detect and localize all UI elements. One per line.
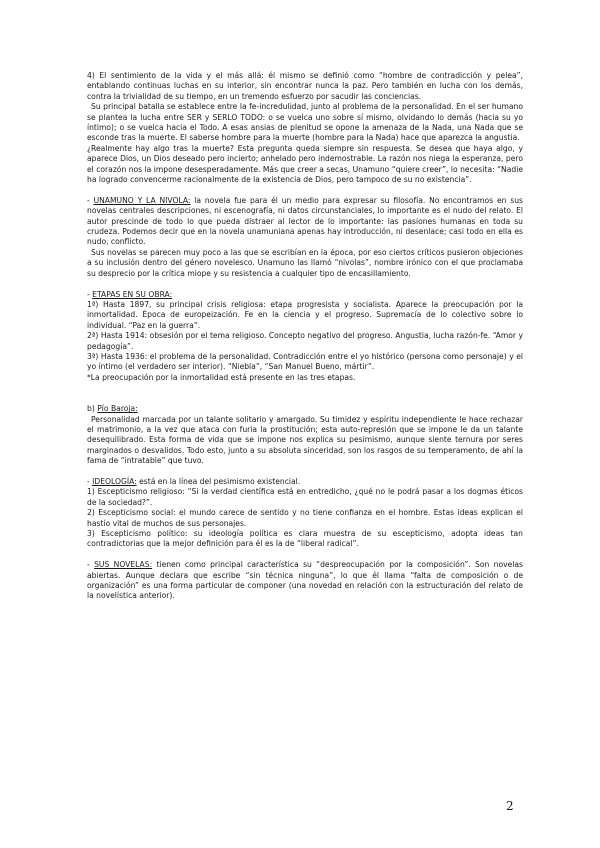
section-nivola [87,196,523,248]
section-ideologia [87,477,523,487]
section-baroja [87,404,523,414]
list-item-escepticismo-politico: 3) Escepticismo político: su ideología política es clara muestra de su escepticismo, adopta ideas tan contradictorias que la mejor definición para él es la de “liberal radical”. [87,529,523,549]
section-heading-novelas: SUS NOVELAS: [94,560,153,570]
section-prefix: - [87,560,95,570]
paragraph-novelas: tienen como principal característica su “despreocupación por la composición”. Son novelas abiertas. Aunque declara que escribe “sin técnica ninguna”, lo que él llama “falta de composición o de organización” es una forma particular de componer (una novedad en relación con la estructuración del relato de la novelística anterior). [87,560,524,601]
note-inmortalidad: *La preocupación por la inmortalidad está presente en las tres etapas. [87,372,356,382]
section-heading-ideologia: IDEOLOGÍA: [92,476,137,486]
section-novelas [87,560,523,602]
list-item-etapa-1: 1ª) Hasta 1897, su principal crisis religiosa: etapa progresista y socialista. Aparece la preocupación por la inmortalidad. Época de europeización. Fe en la ciencia y el progreso. Supremacía de lo colectivo sobre lo individual. “Paz en la guerra”. [87,299,523,330]
page-content [87,71,523,602]
section-etapas [87,290,523,300]
paragraph-nivola-intro: la novela fue para él un medio para expresar su filosofía. No encontramos en sus novelas centrales descripciones, ni escenografía, ni datos circunstanciales, lo importante es el nudo del relato. El autor prescinde de todo lo que pueda distraer al lector de lo importante: las pasiones humanas en toda su crudeza. Podemos decir que en la novela unamuniana apenas hay introducción, ni desenlace; casi todo en ella es nudo, conflicto. [87,195,523,247]
section-prefix: - [87,289,93,299]
paragraph-batalla-fe: Su principal batalla se establece entre la fe-incredulidad, junto al problema de la personalidad. En el ser humano se plantea la lucha entre SER y SERLO TODO: o se vuelca uno sobre sí mismo, olvidando lo demás (hacia su yo íntimo); o se vuelca hacia el Todo. A esas ansias de plenitud se opone la amenaza de la Nada, una Nada que se esconde tras la muerte. El saberse hombre para la muerte (hombre para la Nada) hace que aparezca la angustia. [87,102,523,143]
paragraph-tras-la-muerte: ¿Realmente hay algo tras la muerte? Esta pregunta queda siempre sin respuesta. Se desea que haya algo, y aparece Dios, un Dios deseado pero incierto; anhelado pero indemostrable. La razón nos niega la esperanza, pero el corazón nos la impone desesperadamente. Más que creer a secas, Unamuno “quiere creer”, lo necesita: “Nadie ha logrado convencerme racionalmente de la existencia de Dios, pero tampoco de su no existencia”. [87,143,523,185]
section-heading-nivola: UNAMUNO Y LA NIVOLA: [93,195,191,205]
section-prefix: - [87,476,93,486]
list-item-escepticismo-religioso: 1) Escepticismo religioso: “Si la verdad científica está en entredicho, ¿qué no le podrá pasar a los dogmas éticos de la sociedad?”. [87,487,523,507]
paragraph-personalidad-baroja: Personalidad marcada por un talante solitario y amargado. Su timidez y espíritu independiente le hace rechazar el matrimonio, a la vez que ataca con furia la prostitución; esta auto-represión que se impone le da un talante desequilibrado. Esta forma de vida que se impone nos explica su pesimismo, aunque siente ternura por seres marginados o desvalidos. Todo esto, junto a su absoluta sinceridad, son los rasgos de su temperamento, de ahí la fama de “intratable” que tuvo. [87,414,523,466]
section-prefix: b) [87,404,98,414]
paragraph-sentimiento-vida: 4) El sentimiento de la vida y el más allá: él mismo se definió como “hombre de contradicción y pelea”, entablando continuas luchas en su interior, sin encontrar nunca la paz. Pero también en lucha con los demás, contra la trivialidad de su tiempo, en un tremendo esfuerzo por sacudir las conciencias. [87,71,523,101]
list-item-escepticismo-social: 2) Escepticismo social: el mundo carece de sentido y no tiene confianza en el hombre. Estas ideas explican el hastío vital de muchos de sus personajes. [87,508,523,528]
list-item-etapa-2: 2ª) Hasta 1914: obsesión por el tema religioso. Concepto negativo del progreso. Angustia, lucha razón-fe. “Amor y pedagogía”. [87,331,523,351]
list-item-etapa-3: 3ª) Hasta 1936: el problema de la personalidad. Contradicción entre el yo histórico (persona como personaje) y el yo íntimo (el verdadero ser interior). “Niebla”, “San Manuel Bueno, mártir”. [87,351,523,372]
section-heading-etapas: ETAPAS EN SU OBRA: [92,289,173,299]
paragraph-nivolas: Sus novelas se parecen muy poco a las que se escribían en la época, por eso ciertos críticos pusieron objeciones a su inclusión dentro del género novelesco. Unamuno las llamó “nivolas”, nombre irónico con el que proclamaba su desprecio por la crítica miope y su resistencia a cualquier tipo de encasillamiento. [87,247,523,278]
section-prefix: - [87,195,94,205]
paragraph-ideologia-intro: está en la línea del pesimismo existencial. [136,476,301,486]
section-heading-baroja: Pío Baroja: [97,404,138,414]
page-number: 2 [506,799,514,813]
